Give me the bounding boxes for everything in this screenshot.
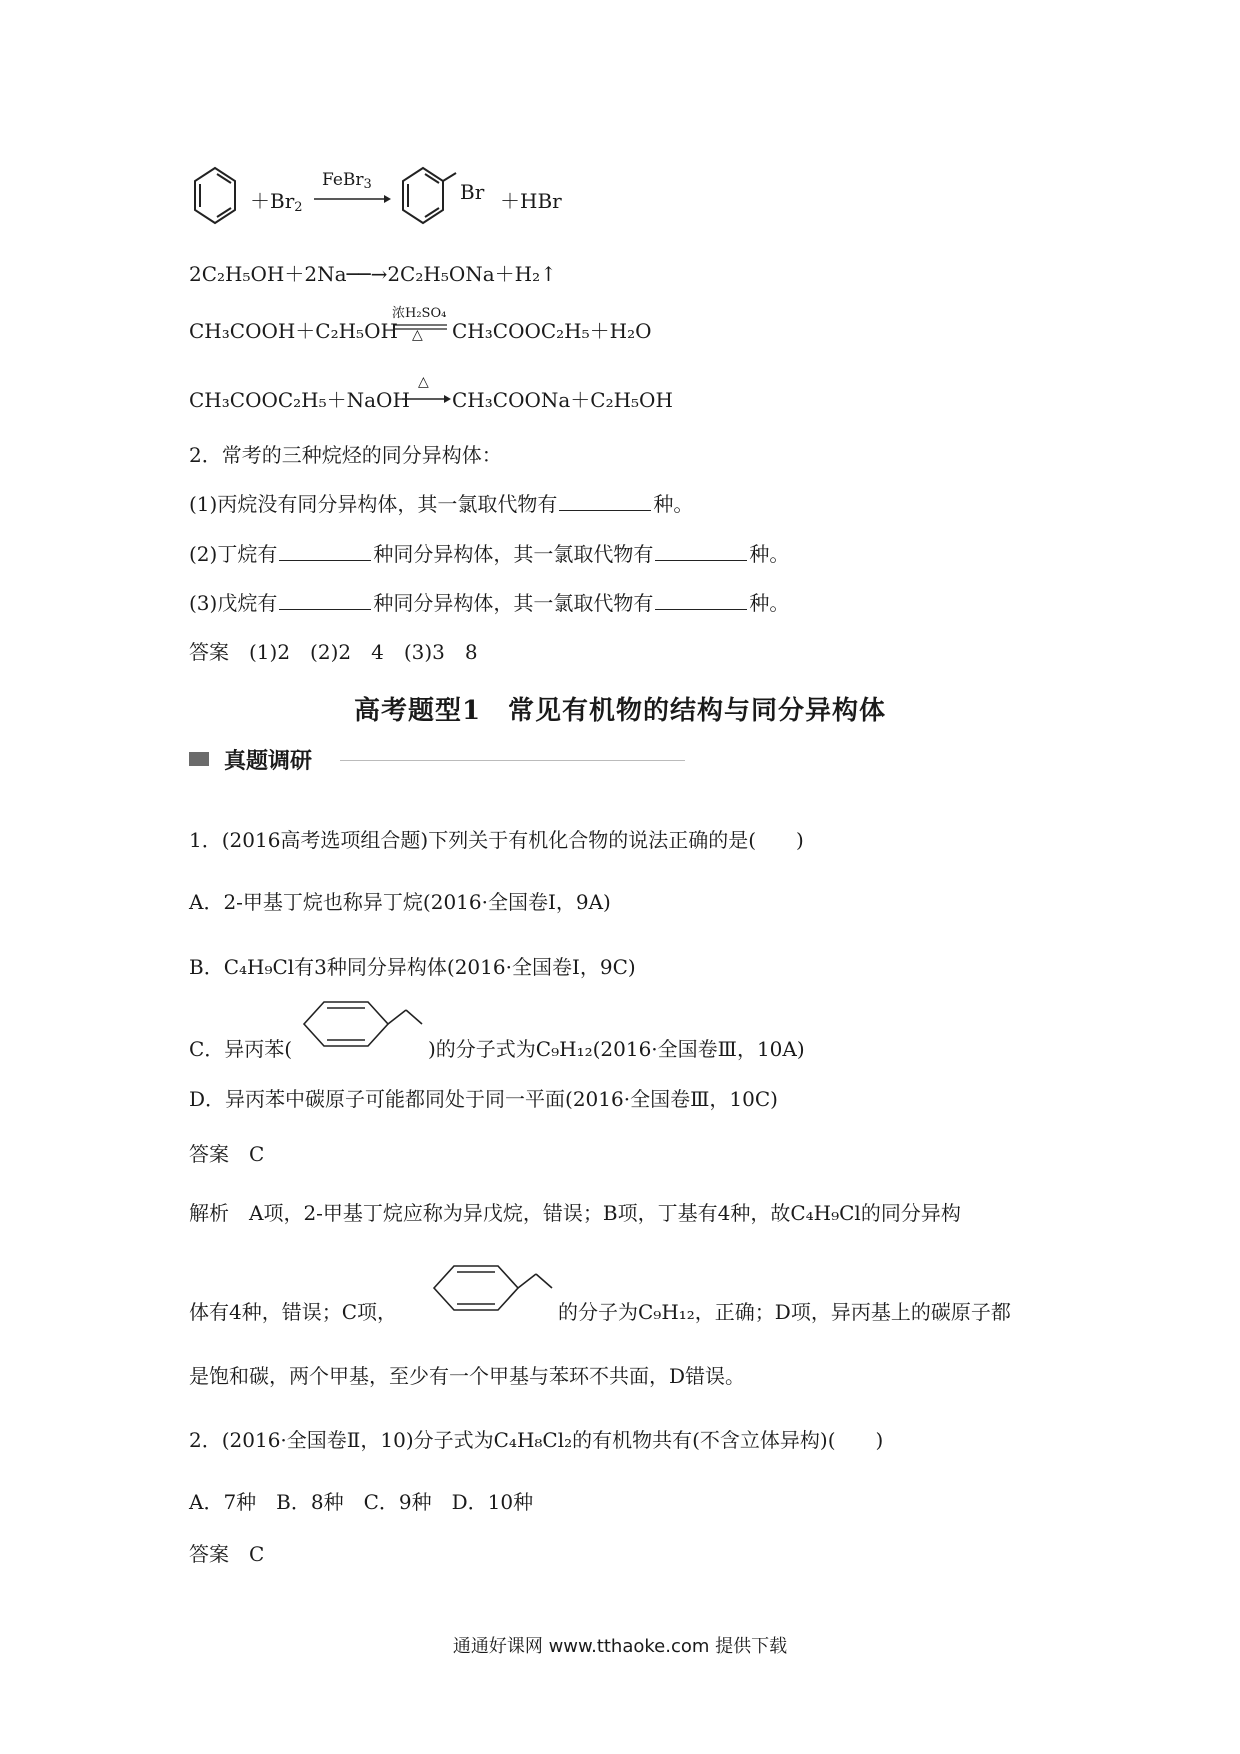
problem-1-stem: 1．(2016高考选项组合题)下列关于有机化合物的说法正确的是( ) — [189, 828, 804, 852]
problem-1-analysis-line-1: 解析 A项，2-甲基丁烷应称为异戊烷，错误；B项，丁基有4种，故C₄H₉Cl的同分异构 — [189, 1201, 961, 1225]
equation-1-catalyst: FeBr$_3$ — [322, 170, 372, 192]
section-marker — [189, 752, 209, 766]
problem-1-option-c-start: C．异丙苯( — [189, 1037, 293, 1061]
problem-1-analysis-line-2b: 的分子为C₉H₁₂，正确；D项，异丙基上的碳原子都 — [558, 1300, 1011, 1324]
problem-1-option-b: B．C₄H₉Cl有3种同分异构体(2016·全国卷Ⅰ，9C) — [189, 955, 636, 979]
question-2-part-3: (3)戊烷有 种同分异构体，其一氯取代物有 种。 — [189, 591, 790, 615]
answer-blank — [279, 589, 371, 610]
problem-1-option-d: D．异丙苯中碳原子可能都同处于同一平面(2016·全国卷Ⅲ，10C) — [189, 1087, 778, 1111]
section-title: 真题调研 — [224, 748, 313, 774]
answer-blank — [655, 589, 747, 610]
question-2-part-2: (2)丁烷有 种同分异构体，其一氯取代物有 种。 — [189, 542, 790, 566]
isopropylbenzene-structure — [426, 1260, 556, 1316]
question-2-part-1: (1)丙烷没有同分异构体，其一氯取代物有 种。 — [189, 492, 694, 516]
question-2-title: 2．常考的三种烷烃的同分异构体： — [189, 443, 502, 467]
equation-3-condition-top: 浓H₂SO₄ — [392, 306, 447, 321]
problem-1-analysis-line-3: 是饱和碳，两个甲基，至少有一个甲基与苯环不共面，D错误。 — [189, 1364, 746, 1388]
answer-blank — [655, 540, 747, 561]
problem-2-options: A．7种 B．8种 C．9种 D．10种 — [189, 1490, 534, 1514]
problem-1-option-c-end: )的分子式为C₉H₁₂(2016·全国卷Ⅲ，10A) — [428, 1037, 805, 1061]
footer-credit: 通通好课网 www.tthaoke.com 提供下载 — [452, 1636, 788, 1657]
answer-blank — [279, 540, 371, 561]
equation-4-right: CH₃COONa＋C₂H₅OH — [452, 388, 673, 412]
problem-1-analysis-line-2a: 体有4种，错误；C项， — [189, 1300, 398, 1324]
section-divider — [340, 760, 685, 761]
problem-2-stem: 2．(2016·全国卷Ⅱ，10)分子式为C₄H₈Cl₂的有机物共有(不含立体异构)( ) — [189, 1428, 884, 1452]
equation-3-condition-bottom: △ — [412, 327, 423, 343]
problem-1-answer: 答案 C — [189, 1142, 265, 1166]
problem-2-answer: 答案 C — [189, 1542, 265, 1566]
equation-4-condition: △ — [418, 374, 429, 390]
section-heading: 高考题型1 常见有机物的结构与同分异构体 — [353, 696, 887, 726]
equation-4-left: CH₃COOC₂H₅＋NaOH — [189, 388, 410, 412]
equation-1-substituent: Br — [460, 180, 485, 204]
isopropylbenzene-structure — [296, 996, 426, 1052]
benzene-structure — [190, 163, 240, 233]
equation-1-product: ＋HBr — [500, 189, 562, 213]
question-2-answer: 答案 (1)2 (2)2 4 (3)3 8 — [189, 640, 478, 664]
heat-arrow — [400, 393, 452, 405]
equation-3-left: CH₃COOH＋C₂H₅OH — [189, 319, 398, 343]
answer-blank — [559, 490, 651, 511]
equation-1-reactant: $+Br_2$ — [250, 189, 303, 215]
reaction-arrow — [312, 192, 392, 206]
problem-1-option-a: A．2-甲基丁烷也称异丁烷(2016·全国卷Ⅰ，9A) — [189, 890, 611, 914]
equation-3-right: CH₃COOC₂H₅＋H₂O — [452, 319, 652, 343]
bromobenzene-structure — [398, 163, 458, 233]
equation-2: 2C₂H₅OH＋2Na──→2C₂H₅ONa＋H₂↑ — [189, 262, 557, 286]
